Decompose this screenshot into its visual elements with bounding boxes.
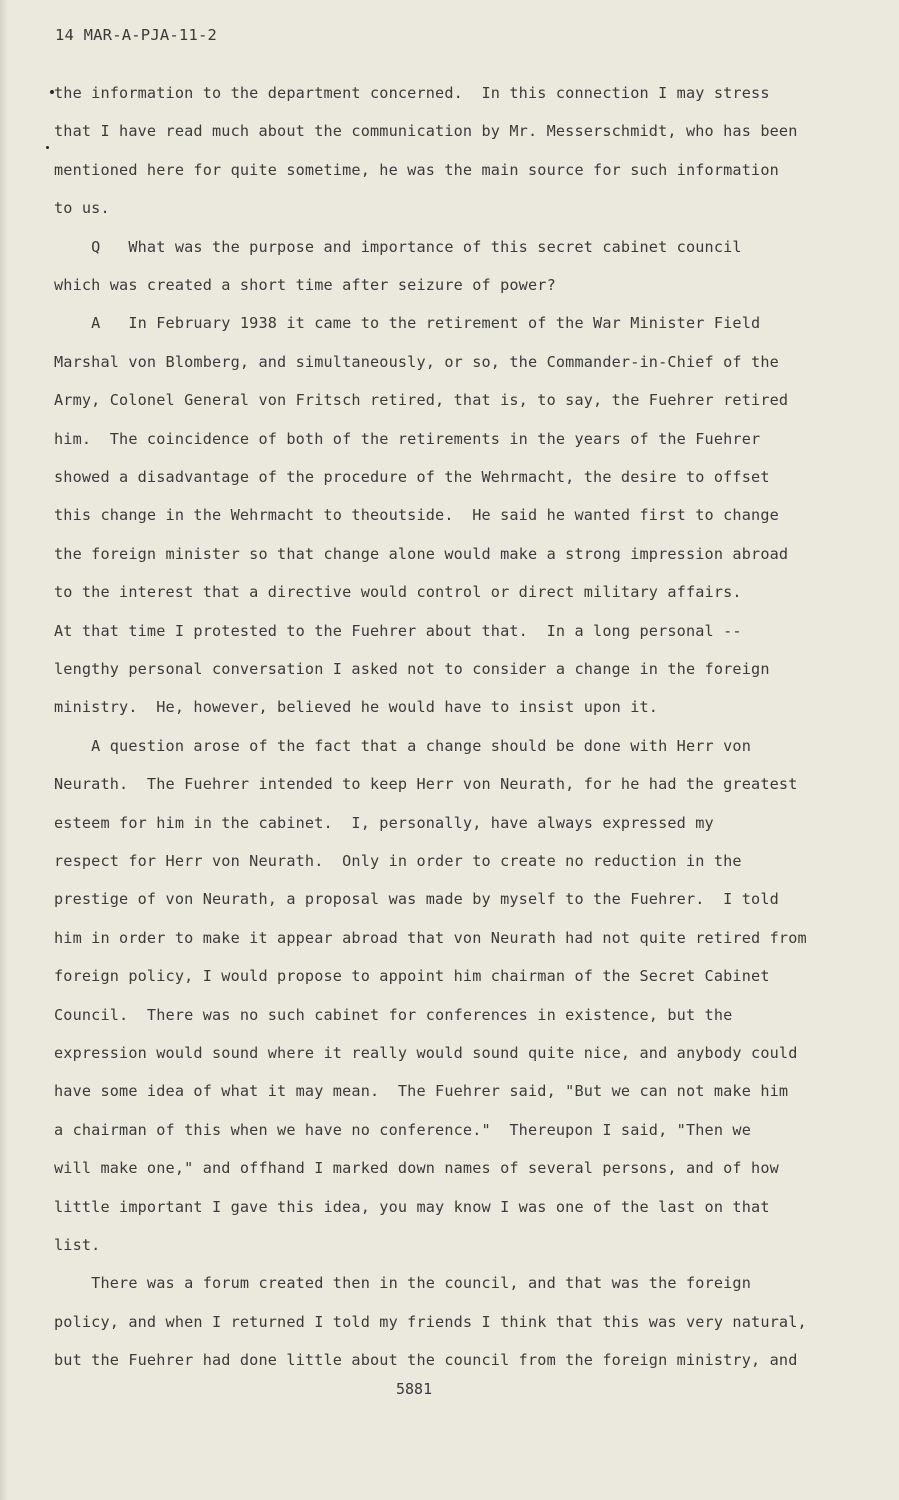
text-line: have some idea of what it may mean. The Fuehrer said, "But we can not make him: [54, 1082, 789, 1101]
text-line: ministry. He, however, believed he would have to insist upon it.: [54, 698, 659, 717]
text-line: There was a forum created then in the council, and that was the foreign: [54, 1274, 752, 1293]
text-line: to us.: [54, 199, 110, 218]
text-line: him in order to make it appear abroad that von Neurath had not quite retired from: [54, 928, 807, 947]
text-line: little important I gave this idea, you may know I was one of the last on that: [54, 1197, 770, 1216]
text-line: esteem for him in the cabinet. I, personally, have always expressed my: [54, 813, 714, 832]
ink-speck: [46, 146, 49, 149]
text-line: list.: [54, 1236, 101, 1254]
text-line: At that time I protested to the Fuehrer about that. In a long personal --: [54, 621, 742, 640]
text-line: lengthy personal conversation I asked not to consider a change in the foreign: [54, 660, 770, 678]
text-line: respect for Herr von Neurath. Only in order to create no reduction in the: [54, 852, 742, 870]
text-line: which was created a short time after seizure of power?: [54, 276, 556, 294]
text-line: mentioned here for quite sometime, he was the main source for such information: [54, 160, 779, 179]
text-line: A In February 1938 it came to the retirement of the War Minister Field: [54, 314, 761, 333]
text-line: will make one," and offhand I marked down names of several persons, and of how: [54, 1159, 779, 1178]
text-line: showed a disadvantage of the procedure of the Wehrmacht, the desire to offset: [54, 468, 770, 486]
text-line: Neurath. The Fuehrer intended to keep Herr von Neurath, for he had the greatest: [54, 775, 798, 794]
text-line: prestige of von Neurath, a proposal was made by myself to the Fuehrer. I told: [54, 890, 779, 909]
text-line: this change in the Wehrmacht to theoutside. He said he wanted first to change: [54, 506, 779, 525]
text-line: expression would sound where it really would sound quite nice, and anybody could: [54, 1044, 798, 1062]
text-line: A question arose of the fact that a change should be done with Herr von: [54, 736, 752, 755]
page-edge: [0, 0, 8, 1500]
text-line: Council. There was no such cabinet for conferences in existence, but the: [54, 1005, 733, 1024]
text-line: the foreign minister so that change alone would make a strong impression abroad: [54, 544, 789, 563]
text-line: the information to the department concerned. In this connection I may stress: [54, 84, 770, 102]
text-line: Army, Colonel General von Fritsch retired, that is, to say, the Fuehrer retired: [54, 391, 789, 410]
text-line: that I have read much about the communication by Mr. Messerschmidt, who has been: [54, 122, 798, 141]
ink-speck: [50, 90, 54, 94]
text-line: foreign policy, I would propose to appoint him chairman of the Secret Cabinet: [54, 967, 770, 986]
text-line: to the interest that a directive would control or direct military affairs.: [54, 583, 742, 602]
text-line: Q What was the purpose and importance of this secret cabinet council: [54, 237, 742, 256]
text-line: but the Fuehrer had done little about the council from the foreign ministry, and: [54, 1351, 798, 1370]
text-line: policy, and when I returned I told my friends I think that this was very natural,: [54, 1312, 807, 1331]
text-line: him. The coincidence of both of the retirements in the years of the Fuehrer: [54, 429, 761, 448]
page-number: 5881: [396, 1380, 433, 1398]
text-line: a chairman of this when we have no conference." Thereupon I said, "Then we: [54, 1120, 752, 1139]
text-line: Marshal von Blomberg, and simultaneously, or so, the Commander-in-Chief of the: [54, 352, 779, 371]
document-header: 14 MAR-A-PJA-11-2: [55, 26, 218, 44]
